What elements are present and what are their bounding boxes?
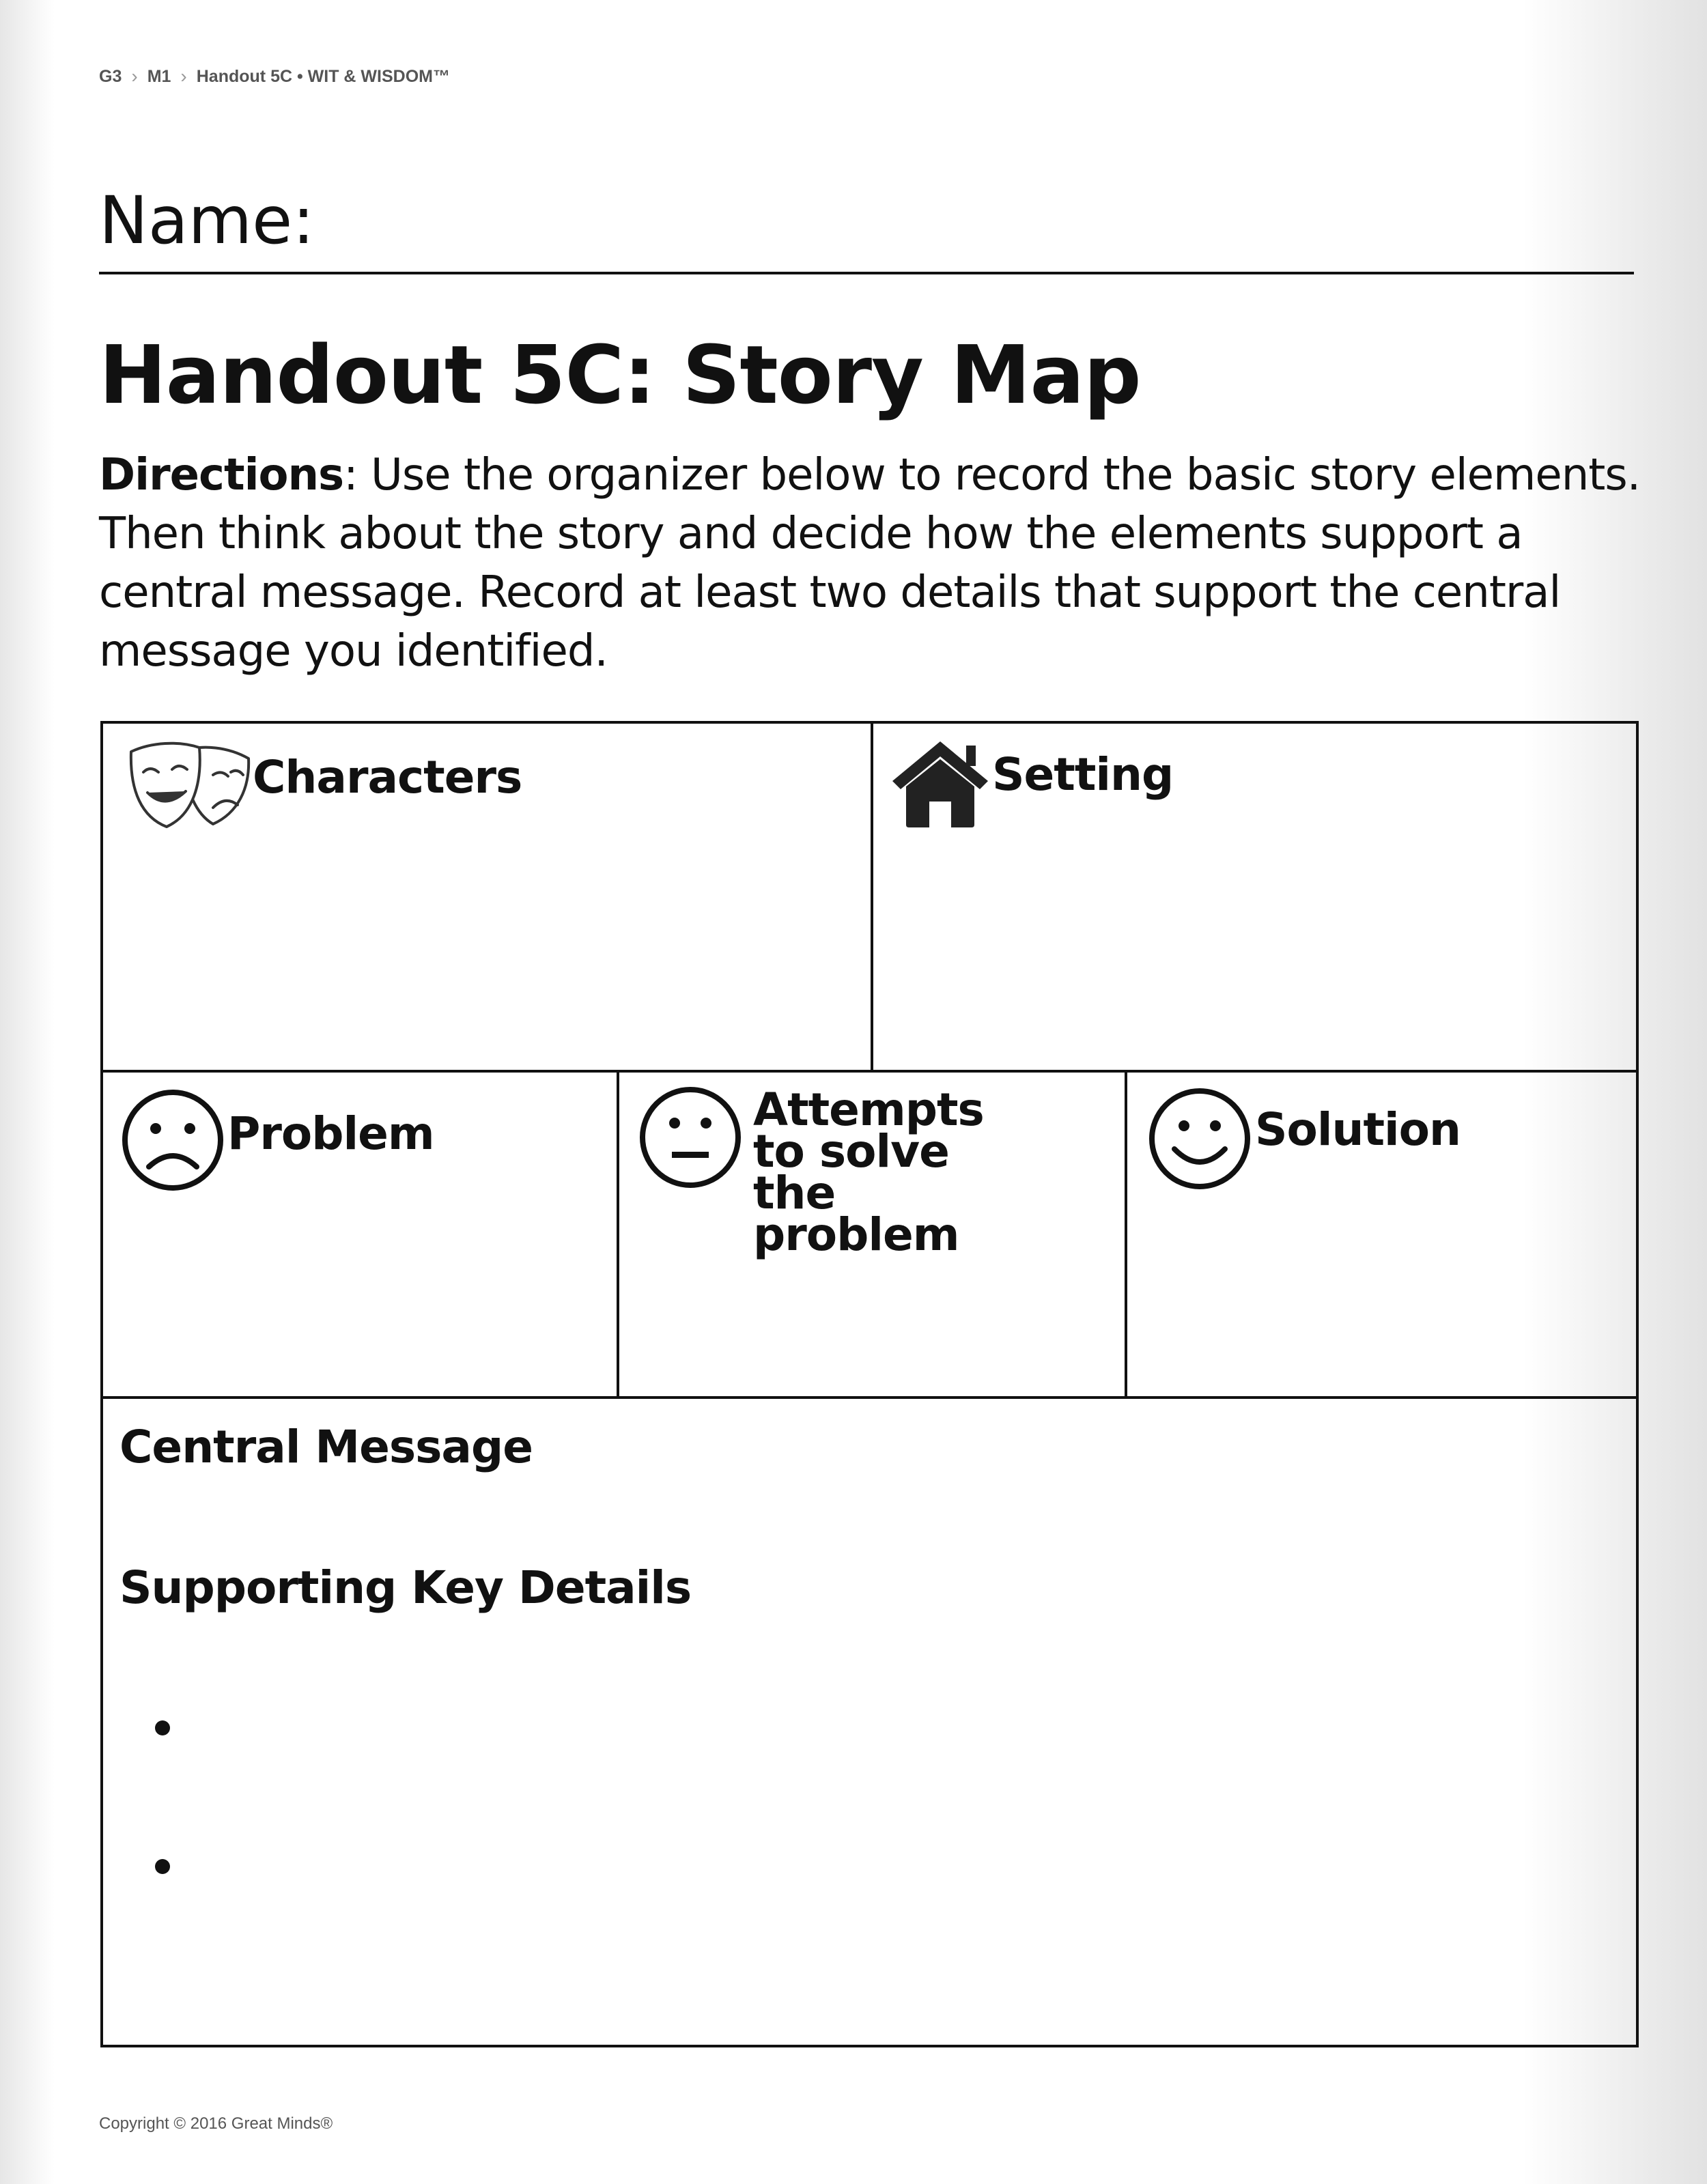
name-input-line[interactable] <box>99 272 1634 274</box>
neutral-face-icon <box>638 1085 743 1190</box>
copyright: Copyright © 2016 Great Minds® <box>99 2114 333 2133</box>
problem-label: Problem <box>227 1107 434 1160</box>
setting-label: Setting <box>992 748 1174 801</box>
attempts-label: Attempts to solve the problem <box>753 1083 984 1261</box>
theater-masks-icon <box>128 734 258 836</box>
breadcrumb-module: M1 <box>147 66 171 86</box>
chevron-right-icon: › <box>131 66 138 87</box>
breadcrumb <box>99 66 450 87</box>
characters-label: Characters <box>253 751 522 804</box>
detail-bullet <box>155 1859 170 1874</box>
page-title: Handout 5C: Story Map <box>99 328 1141 422</box>
supporting-details-label: Supporting Key Details <box>119 1561 692 1614</box>
happy-face-icon <box>1147 1086 1252 1191</box>
detail-bullet <box>155 1720 170 1735</box>
central-message-label: Central Message <box>119 1421 533 1473</box>
name-label: Name: <box>99 182 315 259</box>
directions-text: : Use the organizer below to record the basic story elements. Then think about the story and decide how the elements support a central message. Record at least two details that support the central message you identified. <box>99 450 1641 677</box>
sad-face-icon <box>120 1088 225 1193</box>
directions-label: Directions <box>99 450 344 500</box>
central-message-box[interactable] <box>100 1396 1639 2047</box>
solution-label: Solution <box>1255 1103 1461 1156</box>
house-icon <box>890 736 991 829</box>
breadcrumb-grade: G3 <box>99 66 122 86</box>
chevron-right-icon: › <box>180 66 187 87</box>
directions <box>99 446 1642 681</box>
breadcrumb-title: Handout 5C • WIT & WISDOM™ <box>196 66 450 86</box>
